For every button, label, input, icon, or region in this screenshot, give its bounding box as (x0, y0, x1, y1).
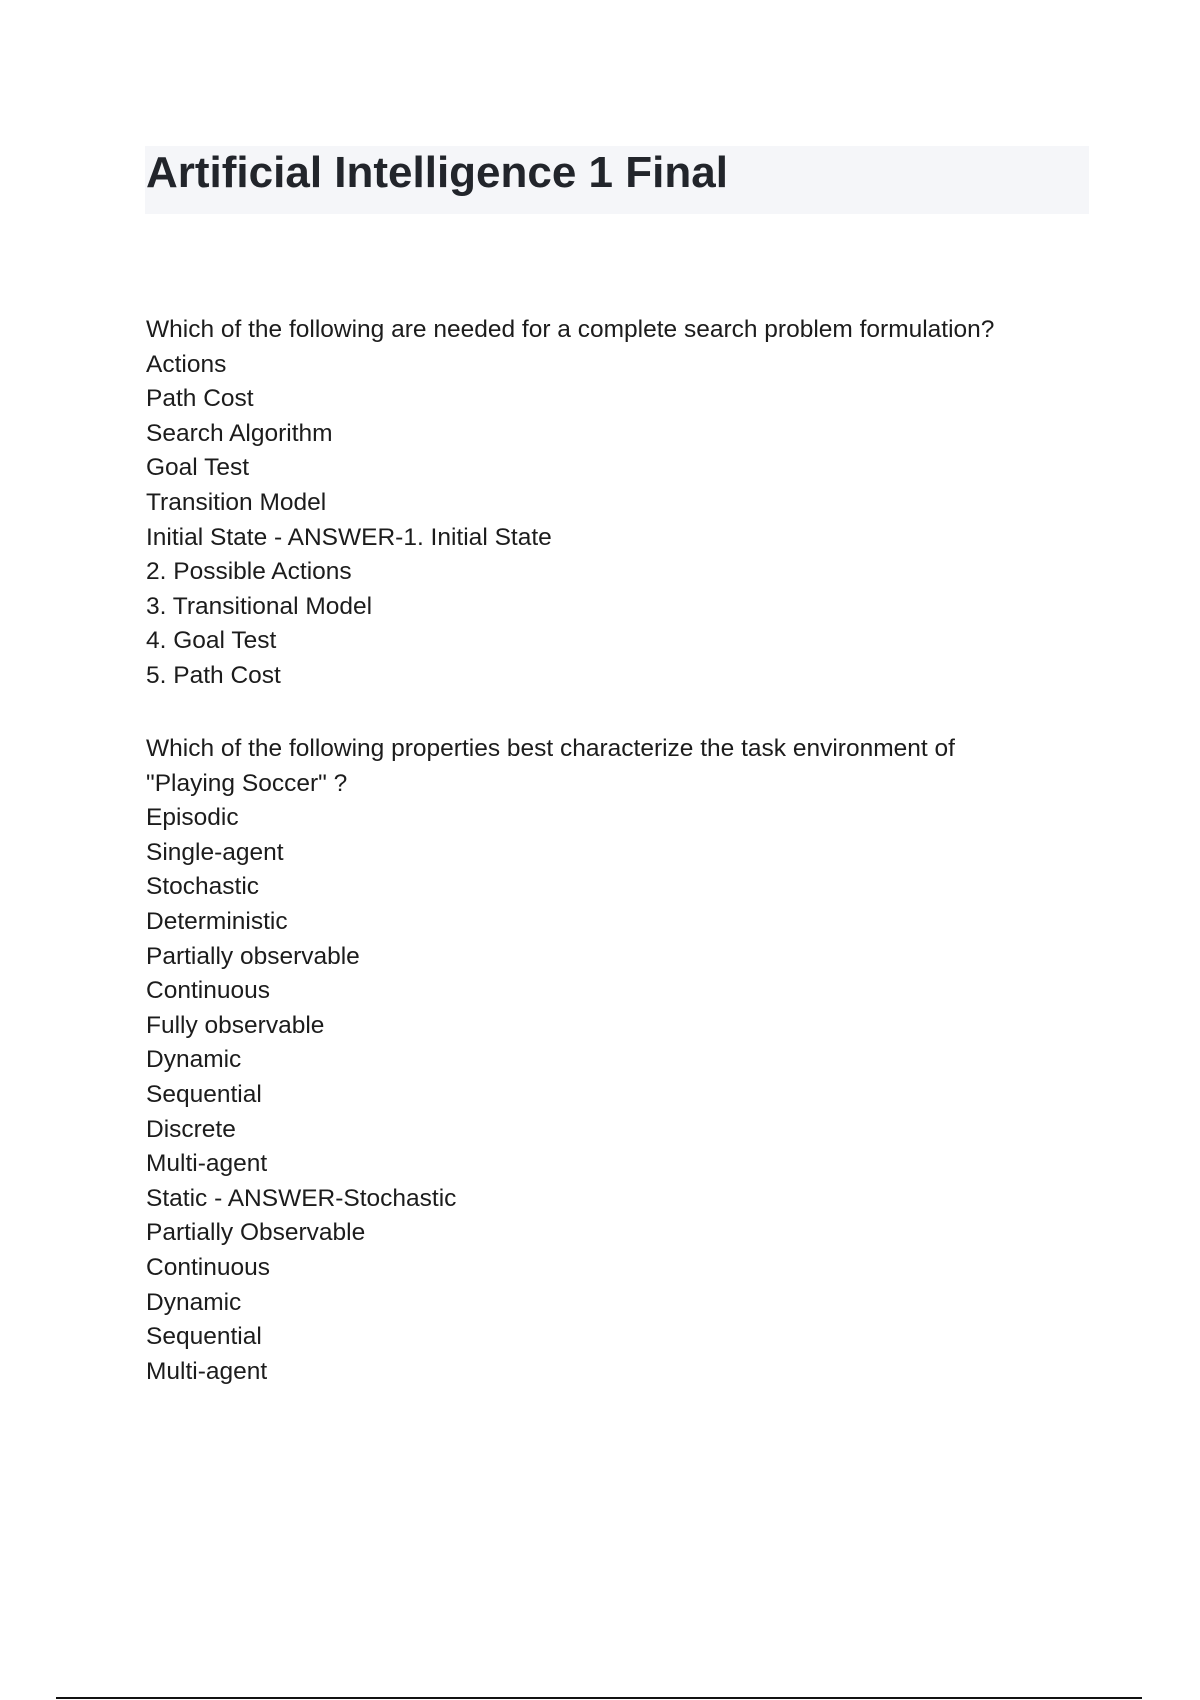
question-line: Episodic (146, 804, 239, 832)
question-line: Search Algorithm (146, 419, 333, 447)
question-line: Sequential (146, 1080, 262, 1108)
question-line: Path Cost (146, 385, 254, 413)
question-line: Continuous (146, 977, 270, 1005)
question-line: Single-agent (146, 838, 284, 866)
question-line: Initial State - ANSWER-1. Initial State (146, 523, 552, 551)
question-text: Which of the following are needed for a complete search problem formulation? (146, 316, 995, 343)
question-line: Deterministic (146, 907, 288, 935)
question-text: "Playing Soccer" ? (146, 769, 348, 797)
question-line: Multi-agent (146, 1150, 268, 1178)
question-line: Sequential (146, 1323, 262, 1351)
question-line: Transition Model (146, 488, 327, 516)
question-text: Which of the following properties best characterize the task environment of (146, 735, 955, 762)
question-block-2 (146, 732, 1086, 1389)
question-line: Stochastic (146, 873, 260, 901)
question-line: Static - ANSWER-Stochastic (146, 1184, 457, 1212)
question-line: Dynamic (146, 1288, 242, 1316)
question-line: 5. Path Cost (146, 661, 281, 689)
question-line: Goal Test (146, 454, 250, 482)
question-line: Discrete (146, 1115, 236, 1143)
question-line: Fully observable (146, 1011, 325, 1039)
question-line: 4. Goal Test (146, 627, 277, 655)
question-line: 3. Transitional Model (146, 592, 373, 620)
question-line: Continuous (146, 1253, 270, 1281)
footer-divider (56, 1697, 1142, 1699)
question-block-1 (146, 313, 1086, 694)
question-line: Partially observable (146, 942, 360, 970)
question-line: Dynamic (146, 1046, 242, 1074)
question-line: Partially Observable (146, 1219, 366, 1247)
question-line: Actions (146, 350, 227, 378)
question-line: Multi-agent (146, 1357, 268, 1385)
question-line: 2. Possible Actions (146, 558, 352, 586)
document-title: Artificial Intelligence 1 Final (146, 148, 728, 197)
